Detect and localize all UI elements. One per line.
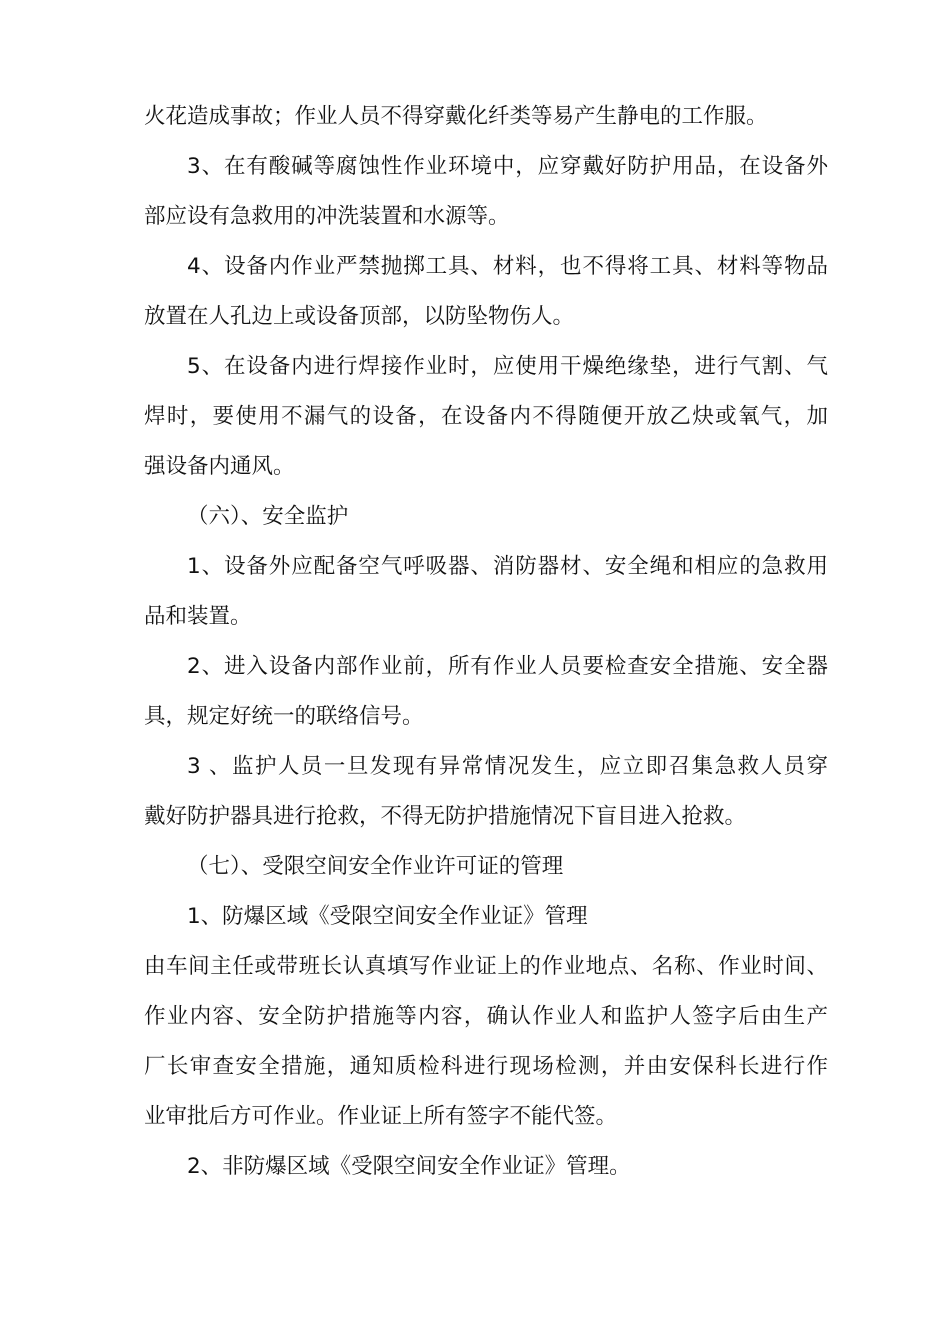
text-line: 2、进入设备内部作业前，所有作业人员要检查安全措施、安全器 bbox=[187, 654, 828, 679]
text-line: （六）、安全监护 bbox=[187, 504, 349, 529]
text-line: 由车间主任或带班长认真填写作业证上的作业地点、名称、作业时间、 bbox=[144, 954, 828, 979]
text-line: 业审批后方可作业。作业证上所有签字不能代签。 bbox=[144, 1104, 618, 1129]
text-line: 火花造成事故；作业人员不得穿戴化纤类等易产生静电的工作服。 bbox=[144, 104, 768, 129]
text-line: 1、防爆区域《受限空间安全作业证》管理 bbox=[187, 904, 588, 929]
text-line: 部应设有急救用的冲洗装置和水源等。 bbox=[144, 204, 510, 229]
text-line: 5、在设备内进行焊接作业时，应使用干燥绝缘垫，进行气割、气 bbox=[187, 354, 828, 379]
text-line: 戴好防护器具进行抢救，不得无防护措施情况下盲目进入抢救。 bbox=[144, 804, 747, 829]
text-line: 焊时，要使用不漏气的设备，在设备内不得随便开放乙炔或氧气，加 bbox=[144, 404, 828, 429]
text-line: 具，规定好统一的联络信号。 bbox=[144, 704, 424, 729]
text-line: 作业内容、安全防护措施等内容，确认作业人和监护人签字后由生产 bbox=[144, 1004, 828, 1029]
text-line: 品和装置。 bbox=[144, 604, 252, 629]
text-line: 4、设备内作业严禁抛掷工具、材料，也不得将工具、材料等物品 bbox=[187, 254, 828, 279]
text-line: 放置在人孔边上或设备顶部，以防坠物伤人。 bbox=[144, 304, 575, 329]
document-page bbox=[144, 92, 828, 1192]
text-line: 2、非防爆区域《受限空间安全作业证》管理。 bbox=[187, 1154, 631, 1179]
text-line: 1、设备外应配备空气呼吸器、消防器材、安全绳和相应的急救用 bbox=[187, 554, 828, 579]
text-line: 3、在有酸碱等腐蚀性作业环境中，应穿戴好防护用品，在设备外 bbox=[187, 154, 828, 179]
text-line: 厂长审查安全措施，通知质检科进行现场检测，并由安保科长进行作 bbox=[144, 1054, 828, 1079]
text-line: （七）、受限空间安全作业许可证的管理 bbox=[187, 854, 564, 879]
text-line: 强设备内通风。 bbox=[144, 454, 295, 479]
text-line: 3 、监护人员一旦发现有异常情况发生，应立即召集急救人员穿 bbox=[187, 754, 828, 779]
